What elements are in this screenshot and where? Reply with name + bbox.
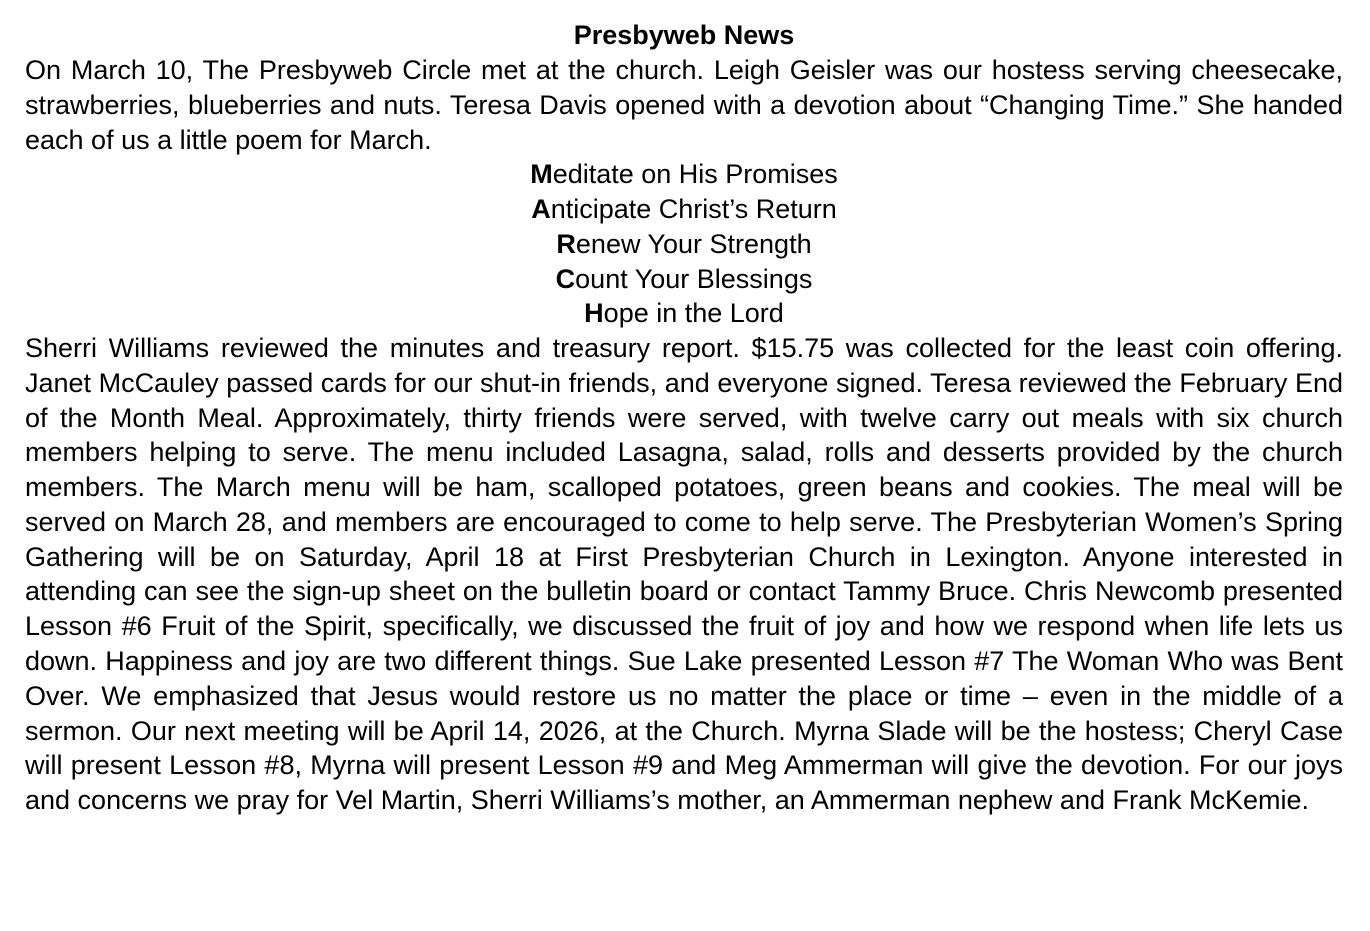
poem-line [25,296,1343,331]
poem-initial: R [556,228,576,259]
poem-initial: A [531,194,551,225]
newsletter-article [25,18,1343,818]
poem-line-text: ope in the Lord [603,298,784,329]
poem-line-text: enew Your Strength [575,228,812,259]
intro-paragraph: On March 10, The Presbyweb Circle met at the church. Leigh Geisler was our hostess serving cheesecake, strawberries, blueberries and nuts. Teresa Davis opened with a devotion about “Changing Time.” She handed each of us a little poem for March. [25,55,1343,155]
body-paragraph: Sherri Williams reviewed the minutes and treasury report. $15.75 was collected for the least coin offering. Janet McCauley passed cards for our shut-in friends, and everyone signed. Teresa reviewed the February End of the Month Meal. Approximately, thirty friends were served, with twelve carry out meals with six church members helping to serve. The menu included Lasagna, salad, rolls and desserts provided by the church members. The March menu will be ham, scalloped potatoes, green beans and cookies. The meal will be served on March 28, and members are encouraged to come to help serve. The Presbyterian Women’s Spring Gathering will be on Saturday, April 18 at First Presbyterian Church in Lexington. Anyone interested in attending can see the sign-up sheet on the bulletin board or contact Tammy Bruce. Chris Newcomb presented Lesson #6 Fruit of the Spirit, specifically, we discussed the fruit of joy and how we respond when life lets us down. Happiness and joy are two different things. Sue Lake presented Lesson #7 The Woman Who was Bent Over. We emphasized that Jesus would restore us no matter the place or time – even in the middle of a sermon. Our next meeting will be April 14, 2026, at the Church. Myrna Slade will be the hostess; Cheryl Case will present Lesson #8, Myrna will present Lesson #9 and Meg Ammerman will give the devotion. For our joys and concerns we pray for Vel Martin, Sherri Williams’s mother, an Ammerman nephew and Frank McKemie. [25,332,1343,816]
poem-line-text: ount Your Blessings [575,263,813,294]
poem-initial: C [555,263,576,294]
acrostic-poem [25,157,1343,331]
poem-initial: M [530,159,553,190]
poem-initial: H [584,298,604,329]
poem-line [25,157,1343,192]
article-title: Presbyweb News [573,20,795,50]
poem-line [25,227,1343,262]
poem-line [25,192,1343,227]
poem-line-text: editate on His Promises [552,159,838,190]
poem-line-text: nticipate Christ’s Return [550,194,837,225]
poem-line [25,262,1343,297]
